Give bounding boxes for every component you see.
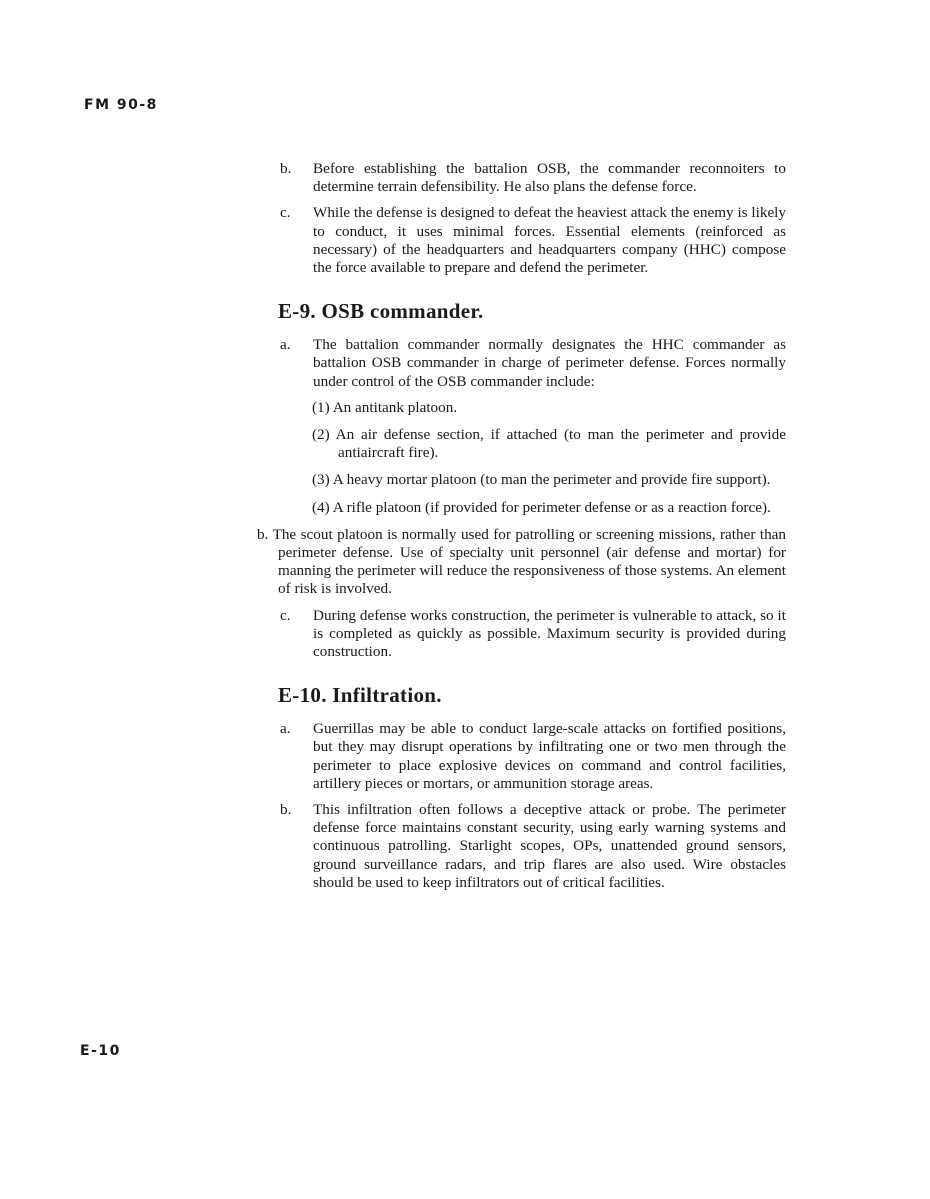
paragraph-text: The battalion commander normally designates the HHC commander as battalion OSB commander in charge of perimeter defense. Forces normally under control of the OSB commander include:	[313, 336, 786, 390]
e9-paragraph-c	[278, 607, 786, 662]
paragraph-label: b.	[280, 160, 292, 177]
document-id: FM 90-8	[84, 97, 158, 113]
paragraph-b	[278, 160, 786, 196]
e9-paragraph-a	[278, 336, 786, 391]
paragraph-text: This infiltration often follows a deceptive attack or probe. The perimeter defense force maintains constant security, using early warning systems and continuous patrolling. Starlight scopes, OPs, unattended ground sensors, ground surveillance radars, and trip flares are also used. Wire obstacles should be used to keep infiltrators out of critical facilities.	[313, 801, 786, 891]
paragraph-label: a.	[280, 720, 291, 738]
section-heading-e9: E-9. OSB commander.	[278, 299, 484, 324]
e9-subitem-1	[312, 399, 786, 417]
e9-subitem-2	[312, 426, 786, 462]
page-content	[257, 160, 786, 900]
paragraph-c	[278, 204, 786, 277]
e9-subitem-4	[312, 499, 786, 517]
e9-subitem-3	[312, 471, 786, 489]
subitem-text: A heavy mortar platoon (to man the perimeter and provide fire support).	[332, 471, 771, 489]
e10-paragraph-a	[278, 720, 786, 793]
subitem-number: (4)	[312, 498, 330, 516]
paragraph-label: a.	[280, 336, 291, 354]
paragraph-label: b.	[257, 525, 273, 543]
paragraph-text: Before establishing the battalion OSB, the commander reconnoiters to determine terrain defensibility. He also plans the defense force.	[313, 160, 786, 196]
e9-paragraph-b	[257, 525, 786, 599]
paragraph-text: While the defense is designed to defeat the heaviest attack the enemy is likely to conduct, it uses minimal forces. Essential elements (reinforced as necessary) of the headquarters and headquarters company (HHC) compose the force available to prepare and defend the perimeter.	[313, 204, 786, 277]
paragraph-label: c.	[280, 204, 291, 222]
page-number: E-10	[80, 1043, 121, 1059]
subitem-number: (2)	[312, 426, 330, 444]
subitem-number: (1)	[312, 398, 330, 416]
paragraph-text: During defense works construction, the perimeter is vulnerable to attack, so it is completed as quickly as possible. Maximum security is provided during construction.	[313, 606, 786, 661]
paragraph-label: c.	[280, 606, 291, 624]
subitem-text: An air defense section, if attached (to man the perimeter and provide antiaircraft fire).	[335, 426, 786, 462]
subitem-text: A rifle platoon (if provided for perimeter defense or as a reaction force).	[332, 498, 771, 516]
section-heading-e10: E-10. Infiltration.	[278, 683, 442, 708]
paragraph-text: Guerrillas may be able to conduct large-scale attacks on fortified positions, but they may disrupt operations by infiltrating one or two men through the perimeter to place explosive devices on command and control facilities, artillery pieces or mortars, or ammunition storage areas.	[313, 720, 786, 792]
subitem-number: (3)	[312, 471, 330, 489]
subitem-text: An antitank platoon.	[332, 398, 458, 416]
paragraph-label: b.	[280, 801, 292, 819]
e10-paragraph-b	[278, 801, 786, 892]
paragraph-text: The scout platoon is normally used for patrolling or screening missions, rather than perimeter defense. Use of specialty unit personnel (air defense and mortar) for manning the perimeter will reduce the responsiveness of those systems. An element of risk is involved.	[272, 525, 786, 598]
